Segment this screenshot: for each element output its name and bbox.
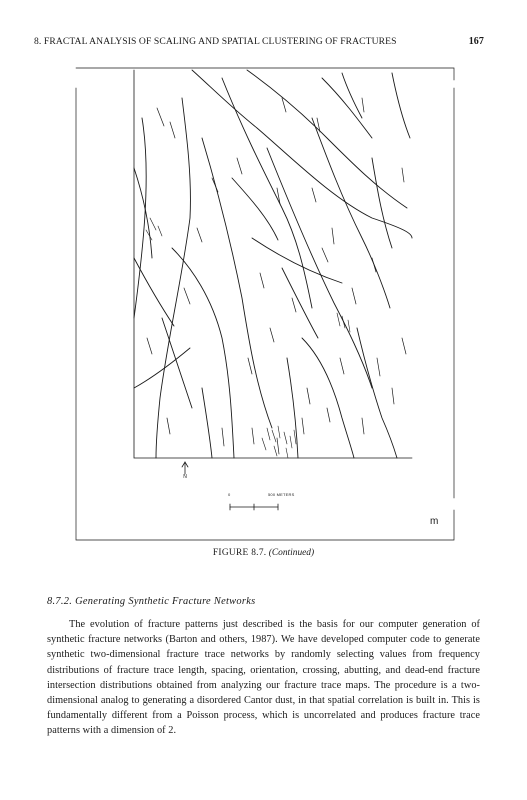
map-boundary: [134, 70, 412, 458]
running-head-title: 8. FRACTAL ANALYSIS OF SCALING AND SPATIAL CLUSTERING OF FRACTURES: [34, 36, 397, 47]
fracture-ticks: [147, 98, 406, 454]
figure-frame: [76, 68, 454, 540]
figure-caption: [0, 548, 527, 558]
scale-zero-label: 0: [228, 492, 231, 497]
scale-label: 500 METERS: [268, 492, 295, 497]
fracture-cluster: [146, 218, 350, 458]
north-arrow: [182, 462, 188, 474]
north-arrow-label: N: [183, 474, 187, 480]
fracture-map: [72, 58, 460, 550]
fracture-traces: [134, 70, 412, 458]
section-number: 8.7.2.: [47, 596, 73, 607]
body-paragraph: The evolution of fracture patterns just described is the basis for our computer generation of synthetic fracture networks (Barton and others, 1987). We have developed computer code to generate synthetic two-dimensional fracture trace networks by randomly selecting values from frequency distributions of fracture trace length, spacing, orientation, crossing, abutting, and dead-end fracture intersection distributions obtained from analyzing our fracture trace maps. The procedure is a two-dimensional analog to generating a disordered Cantor dust, in that spatial correlation is built in. This is fundamentally different from a Poisson process, which is uncorrelated and produces fracture trace patterns with a dimension of 2.: [47, 619, 480, 737]
page-number: 167: [468, 36, 484, 47]
caption-label: FIGURE 8.7.: [212, 548, 267, 558]
section-title: Generating Synthetic Fracture Networks: [75, 596, 256, 607]
figure-panel-tag: m: [430, 516, 439, 527]
section-heading: [47, 596, 256, 607]
caption-suffix: (Continued): [268, 548, 315, 558]
fracture-map-figure: [72, 58, 460, 550]
scale-bar: [230, 504, 278, 510]
